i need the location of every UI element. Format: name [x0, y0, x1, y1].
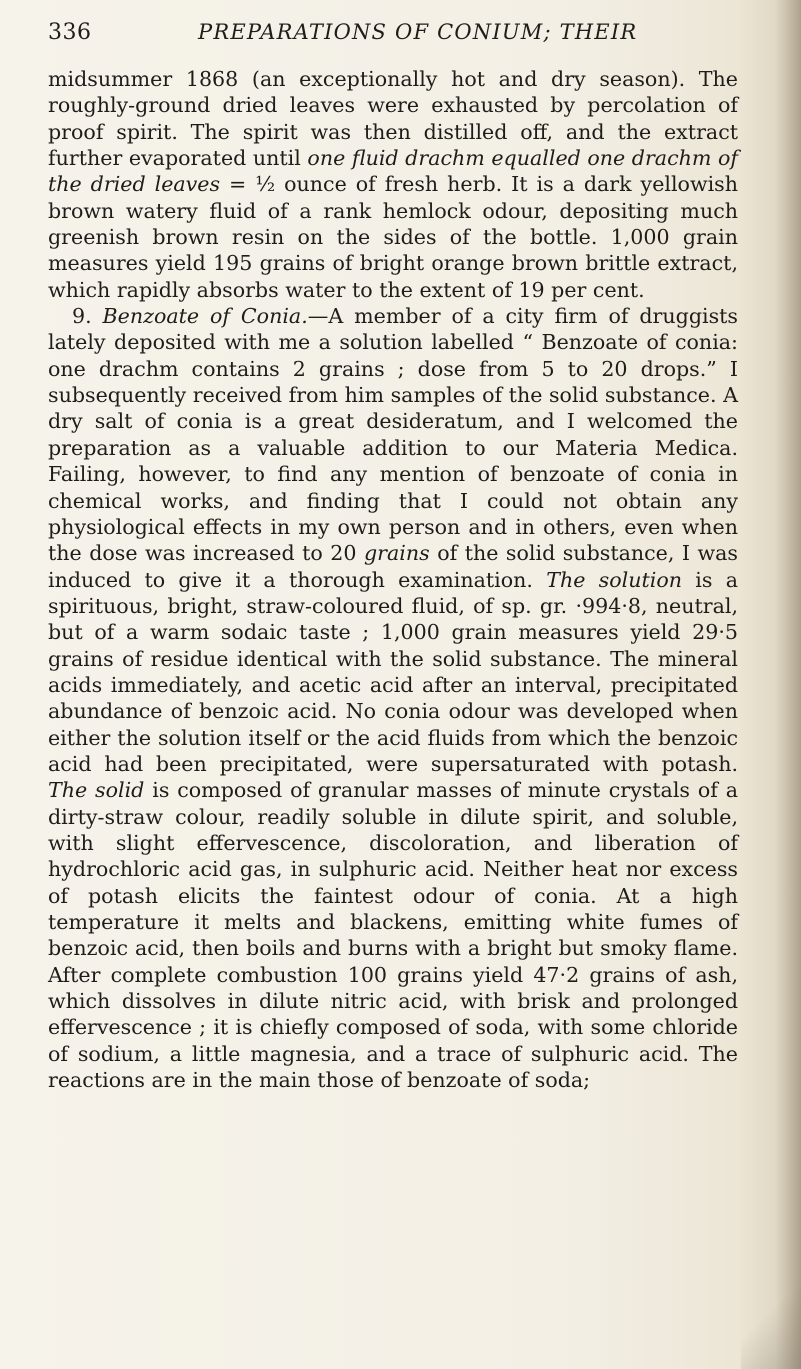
p2-text-a: —A member of a city firm of druggists lately deposited with me a solution labelled “ Benzoate of conia: one drachm contains 2 grains ; dose from 5 to 20 drops.” I subsequently received from him samples of the solid substance. A dry salt of conia is a great desideratum, and I welcomed the preparation as a valuable addition to our Materia Medica. Failing, however, to find any mention of benzoate of conia in chemical works, and finding that I could not obtain any physiological effects in my own person and in others, even when the dose was increased to 20	[48, 304, 739, 566]
paragraph-benzoate	[48, 303, 738, 1093]
p2-emphasis-grains: grains	[363, 541, 430, 566]
p2-text-d: is composed of granular masses of minute crystals of a dirty-straw colour, readily soluble in dilute spirit, and soluble, with slight effervescence, discoloration, and liberation of hydrochloric acid gas, in sulphuric acid. Neither heat nor excess of potash elicits the faintest odour of conia. At a high temperature it melts and blackens, emitting white fumes of benzoic acid, then boils and burns with a bright but smoky flame. After complete combustion 100 grains yield 47·2 grains of ash, which dissolves in dilute nitric acid, with brisk and prolonged effervescence ; it is chiefly composed of soda, with some chloride of sodium, a little magnesia, and a trace of sulphuric acid. The reactions are in the main those of benzoate of soda;	[48, 778, 738, 1093]
p1-text-a: midsummer 1868 (an exceptionally hot and dry season). The roughly-ground dried leaves were exhausted by percolation of proof spirit. The spirit was then distilled off, and the extract further evaporated until	[48, 67, 738, 171]
section-title: Benzoate of Conia.	[102, 304, 308, 329]
p1-text-c: = ½ ounce of fresh herb. It is a dark yellowish brown watery fluid of a rank hemlock odour, depositing much greenish brown resin on the sides of the bottle. 1,000 grain measures yield 195 grains of bright orange brown brittle extract, which rapidly absorbs water to the extent of 19 per cent.	[48, 172, 738, 302]
page-edge-shadow	[775, 0, 801, 1369]
p1-emphasis: one fluid drachm equalled one drachm of the dried leaves	[48, 146, 738, 197]
running-title: PREPARATIONS OF CONIUM; THEIR	[198, 20, 638, 44]
p2-emphasis-solution: The solution	[546, 567, 683, 592]
paragraph-extract	[48, 66, 738, 303]
page-header	[48, 20, 738, 50]
page-number: 336	[48, 20, 92, 45]
p2-text-b: of the solid substance, I was induced to give it a thorough examination.	[48, 541, 738, 592]
section-number: 9.	[72, 304, 103, 329]
body-text	[48, 66, 738, 1093]
p2-emphasis-solid: The solid	[48, 778, 145, 803]
p2-text-c: is a spirituous, bright, straw-coloured fluid, of sp. gr. ·994·8, neutral, but of a warm sodaic taste ; 1,000 grain measures yield 29·5 grains of residue identical with the solid substance. The mineral acids immediately, and acetic acid after an interval, precipitated abundance of benzoic acid. No conia odour was developed when either the solution itself or the acid fluids from which the benzoic acid had been precipitated, were supersaturated with potash.	[48, 567, 739, 776]
page-corner-shadow	[741, 1279, 801, 1369]
